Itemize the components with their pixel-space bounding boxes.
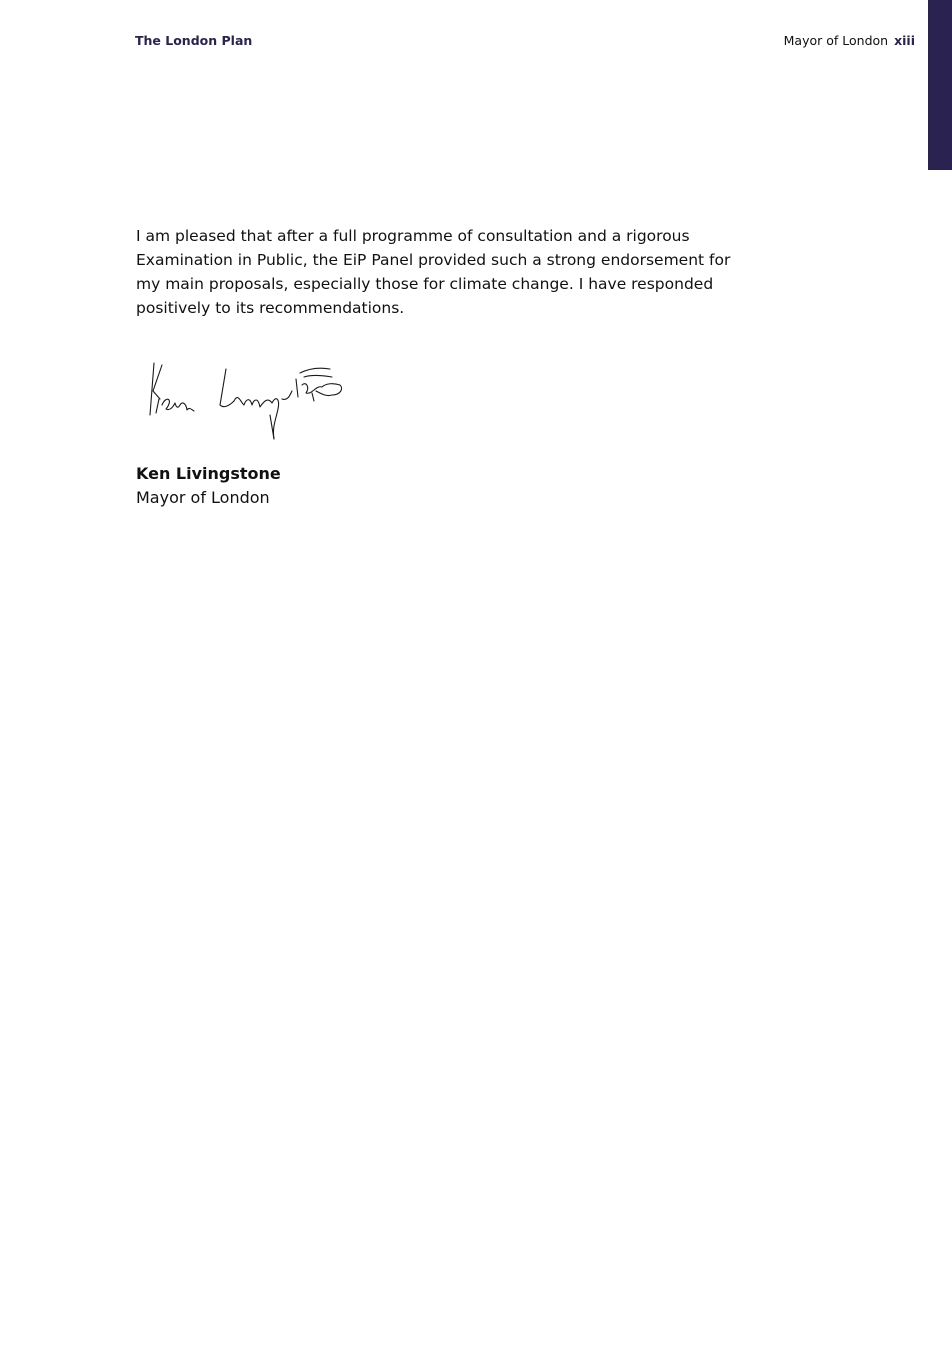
section-edge-tab (928, 0, 952, 170)
signatory-role: Mayor of London (136, 488, 270, 507)
handwritten-signature-icon (140, 355, 360, 445)
page-number: xiii (894, 33, 915, 48)
signatory-name: Ken Livingstone (136, 464, 281, 483)
page-header-right (784, 33, 915, 48)
running-title: The London Plan (135, 33, 253, 48)
section-label: Mayor of London (783, 33, 889, 48)
body-paragraph: I am pleased that after a full programme of consultation and a rigorous Examination in Public, the EiP Panel provided such a strong endorsement for my main proposals, especially those for climate change. I have responded positively to its recommendations. (136, 227, 731, 317)
